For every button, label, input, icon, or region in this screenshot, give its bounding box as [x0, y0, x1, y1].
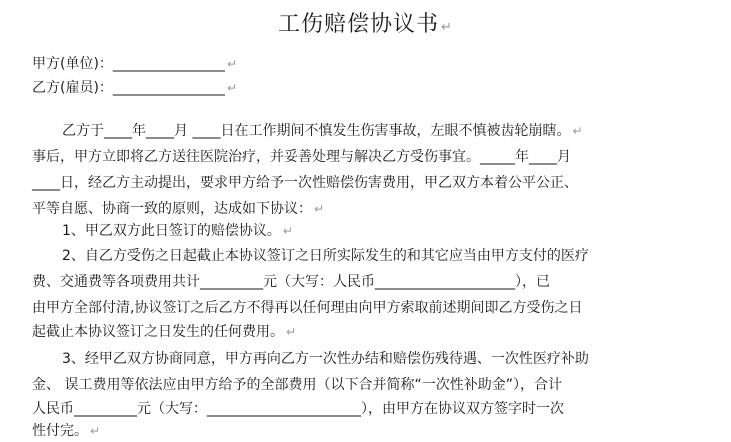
document-title: [0, 10, 731, 43]
body-line: [32, 147, 571, 167]
paragraph-mark-icon: ↵: [314, 202, 325, 216]
body-line: [32, 298, 582, 318]
body-line: [32, 375, 562, 395]
clause-1-text: 1、甲乙双方此日签订的赔偿协议。: [62, 223, 281, 239]
paragraph-mark-icon: ↵: [226, 57, 237, 71]
body-line: [32, 199, 324, 219]
body-line-text: 起截止本协议签订之日发生的任何费用。: [32, 324, 284, 340]
body-line: [32, 421, 100, 441]
body-line-text: 人民币_________元（大写：______________________），由甲方在协议双方签字时一次: [32, 401, 564, 417]
clause-2-line: [62, 246, 589, 266]
paragraph-mark-icon: ↵: [226, 81, 237, 95]
paragraph-mark-icon: ↵: [90, 424, 101, 438]
paragraph-mark-icon: ↵: [441, 20, 453, 35]
clause-3-text: 3、经甲乙双方协商同意，甲方再向乙方一次性办结和赔偿伤残待遇、一次性医疗补助: [62, 351, 589, 367]
body-line-text: 事后，甲方立即将乙方送往医院治疗，并妥善处理与解决乙方受伤事宜。_____年____月: [32, 149, 571, 165]
body-line-text: 性付完。: [32, 423, 88, 439]
body-line: [32, 399, 564, 419]
party-a-text: 甲方(单位)：________________: [32, 56, 225, 72]
body-line-text: 平等自愿、协商一致的原则，达成如下协议：: [32, 201, 312, 217]
body-line-text: 费、交通费等各项费用共计_________元（大写：人民币____________________），已: [32, 274, 550, 290]
body-line: [32, 173, 578, 193]
body-line-text: 金、 误工费用等依法应由甲方给予的全部费用（以下合并简称“一次性补助金”），合计: [32, 377, 562, 393]
party-a-line: [32, 54, 237, 74]
clause-2-text: 2、自乙方受伤之日起截止本协议签订之日所实际发生的和其它应当由甲方支付的医疗: [62, 248, 589, 264]
clause-3-line: [62, 349, 589, 369]
party-b-text: 乙方(雇员)：________________: [32, 80, 225, 96]
body-line: [32, 272, 550, 292]
paragraph-mark-icon: ↵: [286, 325, 297, 339]
paragraph-mark-icon: ↵: [282, 224, 293, 238]
party-b-line: [32, 78, 237, 98]
document-title-text: 工伤赔偿协议书: [278, 12, 440, 37]
body-line: [62, 121, 583, 141]
body-line-text: 乙方于____年____月 ____日在工作期间不慎发生伤害事故，左眼不慎被齿轮崩瞎。: [62, 123, 571, 139]
body-line: [32, 322, 296, 342]
paragraph-mark-icon: ↵: [572, 124, 583, 138]
body-line-text: ____日，经乙方主动提出，要求甲方给予一次性赔偿伤害费用，甲乙双方本着公平公正、: [32, 175, 578, 191]
clause-1-line: [62, 221, 293, 241]
body-line-text: 由甲方全部付清,协议签订之后乙方不得再以任何理由向甲方索取前述期间即乙方受伤之日: [32, 300, 583, 316]
